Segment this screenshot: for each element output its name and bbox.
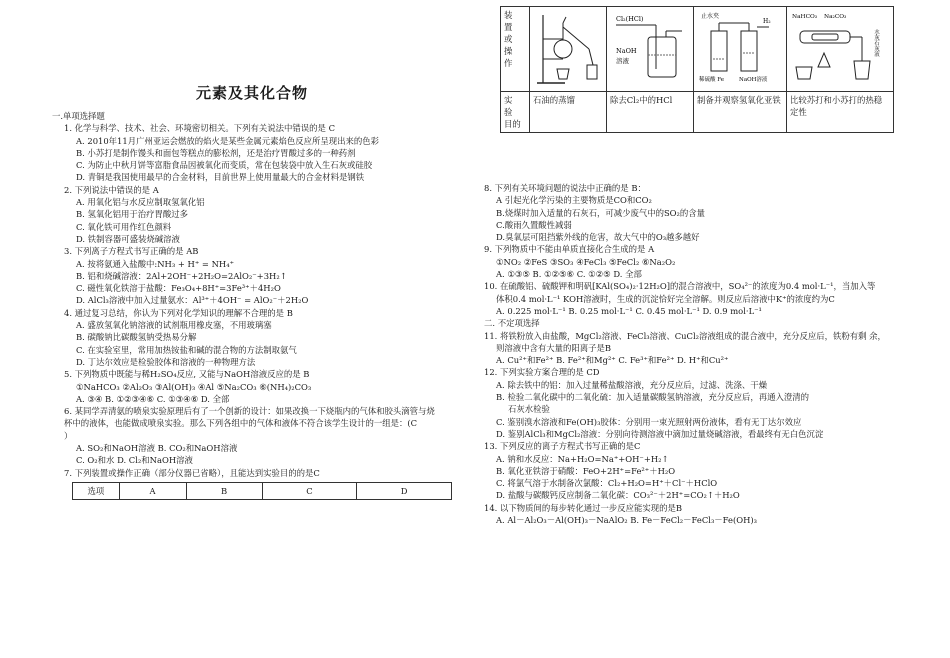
left-line: C. O₂和水 D. Cl₂和NaOH溶液 (76, 455, 193, 466)
left-line: A. SO₂和NaOH溶液 B. CO₂和NaOH溶液 (76, 443, 238, 454)
right-line: A. 0.225 mol·L⁻¹ B. 0.25 mol·L⁻¹ C. 0.45 mol·L⁻¹ D. 0.9 mol·L⁻¹ (496, 305, 762, 316)
label-c-h2: H₂ (763, 18, 771, 25)
right-line: A. ①③⑤ B. ①②⑤⑥ C. ①②⑤ D. 全部 (496, 269, 642, 280)
right-line: A. 除去铁中的铝：加入过量稀盐酸溶液，充分反应后，过滤、洗涤、干燥 (496, 379, 767, 390)
left-line: C. 为防止中秋月饼等富脂食品因被氧化而变质，常在包装袋中放入生石灰或硅胶 (76, 160, 373, 171)
right-line: 则溶液中含有大量的阳离子是B (496, 342, 612, 353)
left-line: B. 小苏打是制作馒头和面包等糕点的膨松剂，还是治疗胃酸过多的一种药剂 (76, 147, 356, 158)
right-column (484, 182, 904, 526)
right-line: 14. 以下物质间的每步转化通过一步反应能实现的是B (484, 502, 683, 513)
left-line: ） (64, 430, 73, 441)
apparatus-a (530, 7, 607, 92)
apparatus-table (500, 6, 894, 133)
left-column (52, 82, 452, 500)
apparatus-d (787, 7, 894, 92)
q7-option-d: D (357, 482, 452, 499)
purpose-c: 制备并观察氢氧化亚铁 (694, 92, 787, 133)
purpose-b: 除去Cl₂中的HCl (607, 92, 694, 133)
left-line: 3. 下列离子方程式书写正确的是 AB (64, 246, 199, 257)
right-line: 10. 在硫酸铝、硫酸钾和明矾[KAl(SO₄)₂·12H₂O]的混合溶液中，SO₄²⁻的浓度为0.4 mol·L⁻¹，当加入等 (484, 281, 876, 292)
right-line: B.烧煤时加入适量的石灰石，可减少废气中的SO₂的含量 (496, 207, 706, 218)
left-line: 杯中的液体，也能做成喷泉实验。那么下列各组中的气体和液体不符合该学生设计的一组是：(C (64, 418, 418, 429)
right-line: A. Cu²⁺和Fe²⁺ B. Fe²⁺和Mg²⁺ C. Fe³⁺和Fe²⁺ D. H⁺和Cu²⁺ (496, 355, 729, 366)
right-line: A. 钠和水反应：Na+H₂O=Na⁺+OH⁻+H₂↑ (496, 453, 669, 464)
row-head-apparatus: 装 置 或 操 作 (501, 7, 530, 92)
right-question-list (484, 182, 904, 526)
left-line: ①NaHCO₃ ②Al₂O₃ ③Al(OH)₃ ④Al ⑤Na₂CO₃ ⑥(NH₄)₂CO₃ (76, 381, 312, 392)
left-line: B. 碳酸钠比碳酸氢钠受热易分解 (76, 332, 197, 343)
document-title: 元素及其化合物 (195, 84, 308, 102)
right-line: D. 盐酸与碳酸钙反应制备二氧化碳：CO₃²⁻＋2H⁺=CO₂↑＋H₂O (496, 490, 740, 501)
purpose-d: 比较苏打和小苏打的热稳定性 (787, 92, 894, 133)
thermal-stability-apparatus-icon (790, 9, 888, 87)
distillation-apparatus-icon (533, 9, 601, 87)
left-line: 一.单项选择题 (52, 111, 105, 121)
label-c-naoh: NaOH溶液 (739, 77, 768, 83)
label-c-clamp: 止水夹 (701, 13, 720, 20)
right-line: C.酸雨久置酸性减弱 (496, 219, 572, 230)
left-line: 7. 下列装置或操作正确（部分仪器已省略），且能达到实验目的的是C (64, 467, 320, 478)
left-question-list (52, 110, 452, 479)
left-line: B. 铝和烧碱溶液：2Al+2OH⁻+2H₂O=2AlO₂⁻+3H₂↑ (76, 270, 287, 281)
left-line: B. 氢氧化铝用于治疗胃酸过多 (76, 209, 188, 220)
left-line: C. 磁性氧化铁溶于盐酸：Fe₃O₄+8H⁺=3Fe³⁺＋4H₂O (76, 283, 281, 294)
left-line: A. 按将氨通入盐酸中:NH₃ + H⁺ = NH₄⁺ (76, 258, 234, 269)
left-line: A. 2010年11月广州亚运会燃放的焰火是某些金属元素焰色反应所呈现出来的色彩 (76, 135, 379, 146)
q7-option-c: C (262, 482, 357, 499)
label-d-limewater: 水灰石灰液 (873, 29, 879, 57)
left-line: D. AlCl₃溶液中加入过量氨水：Al³⁺＋4OH⁻ = AlO₂⁻＋2H₂O (76, 295, 309, 306)
right-line: 石灰水检验 (508, 404, 550, 415)
right-line: B. 检验二氧化碳中的二氧化硫：加入适量碳酸氢钠溶液，充分反应后，再通入澄清的 (496, 392, 809, 403)
right-line: 13. 下列反应的离子方程式书写正确的是C (484, 441, 641, 452)
left-line: 2. 下列说法中错误的是 A (64, 184, 159, 195)
gas-washing-bottle-icon (610, 9, 688, 87)
right-line: A. Al－Al₂O₃－Al(OH)₃－NaAlO₂ B. Fe－FeCl₂－FeCl₃－Fe(OH)₃ (496, 515, 758, 526)
apparatus-table-wrap (500, 6, 894, 133)
label-b-solution: 溶液 (616, 57, 629, 65)
q7-options-table (72, 482, 452, 500)
right-line: 9. 下列物质中不能由单质直接化合生成的是 A (484, 244, 655, 255)
left-line: A. ③④ B. ①②③④⑥ C. ①③④⑥ D. 全部 (76, 393, 230, 404)
purpose-a: 石油的蒸馏 (530, 92, 607, 133)
right-line: D.臭氧层可阻挡紫外线的危害，故大气中的O₃越多越好 (496, 232, 700, 243)
label-c-acid: 稀硫酸 Fe (699, 77, 725, 83)
q7-option-b: B (186, 482, 262, 499)
left-line: A. 盛放氢氧化钠溶液的试剂瓶用橡皮塞，不用玻璃塞 (76, 320, 272, 331)
right-line: C. 将氯气溶于水制备次氯酸：Cl₂+H₂O=H⁺＋Cl⁻＋HClO (496, 478, 718, 489)
row-head-purpose: 实 验 目的 (501, 92, 530, 133)
right-line: 8. 下列有关环境问题的说法中正确的是 B： (484, 183, 646, 193)
right-line: A 引起光化学污染的主要物质是CO和CO₂ (496, 195, 652, 206)
ferrous-hydroxide-apparatus-icon (697, 9, 781, 87)
left-line: C. 在实验室里，常用加热铵盐和碱的混合物的方法制取氨气 (76, 344, 297, 355)
left-line: A. 用氧化铝与水反应制取氢氧化铝 (76, 197, 205, 208)
left-line: 1. 化学与科学、技术、社会、环境密切相关。下列有关说法中错误的是 C (64, 123, 335, 134)
label-d-nahco3: NaHCO₃ (792, 14, 818, 20)
left-line: 5. 下列物质中既能与稀H₂SO₄反应, 又能与NaOH溶液反应的是 B (64, 369, 310, 380)
left-line: 6. 某同学弄清氨的喷泉实验原理后有了一个创新的设计：如果改换一下烧瓶内的气体和胶头滴管与烧 (64, 406, 435, 417)
right-line: 12. 下列实验方案合理的是 CD (484, 367, 600, 378)
label-d-na2co3: Na₂CO₃ (824, 14, 847, 20)
left-line: C. 氧化铁可用作红色颜料 (76, 221, 172, 232)
label-b-gas: Cl₂(HCl) (616, 15, 644, 23)
right-line: C. 鉴别溴水溶液和Fe(OH)₃胶体：分别用一束光照射两份液体，看有无丁达尔效应 (496, 416, 802, 427)
right-line: 11. 将铁粉放入由盐酸，MgCl₂溶液、FeCl₃溶液、CuCl₂溶液组成的混合液中，充分反应后，铁粉有剩 余， (484, 330, 886, 341)
q7-option-header: 选项 (73, 482, 120, 499)
right-line: ①NO₂ ②FeS ③SO₃ ④FeCl₃ ⑤FeCl₂ ⑥Na₂O₂ (496, 256, 676, 267)
apparatus-b (607, 7, 694, 92)
right-line: 二. 不定项选择 (484, 318, 540, 329)
left-line: D. 铁制容器可盛装烧碱溶液 (76, 233, 180, 244)
apparatus-c (694, 7, 787, 92)
label-b-naoh: NaOH (616, 47, 637, 55)
left-line: D. 青铜是我国使用最早的合金材料，目前世界上使用量最大的合金材料是钢铁 (76, 172, 365, 183)
q7-option-a: A (119, 482, 186, 499)
left-line: D. 丁达尔效应是检验胶体和溶液的一种物理方法 (76, 356, 256, 367)
right-line: B. 氧化亚铁溶于硝酸：FeO+2H⁺=Fe²⁺＋H₂O (496, 465, 676, 476)
right-line: 体积0.4 mol·L⁻¹ KOH溶液时，生成的沉淀恰好完全溶解。则反应后溶液中K⁺的浓度约为C (496, 293, 835, 304)
left-line: 4. 通过复习总结，你认为下列对化学知识的理解不合理的是 B (64, 307, 293, 318)
right-line: D. 鉴别AlCl₃和MgCl₂溶液：分别向待测溶液中滴加过量烧碱溶液，看最终有无白色沉淀 (496, 428, 824, 439)
